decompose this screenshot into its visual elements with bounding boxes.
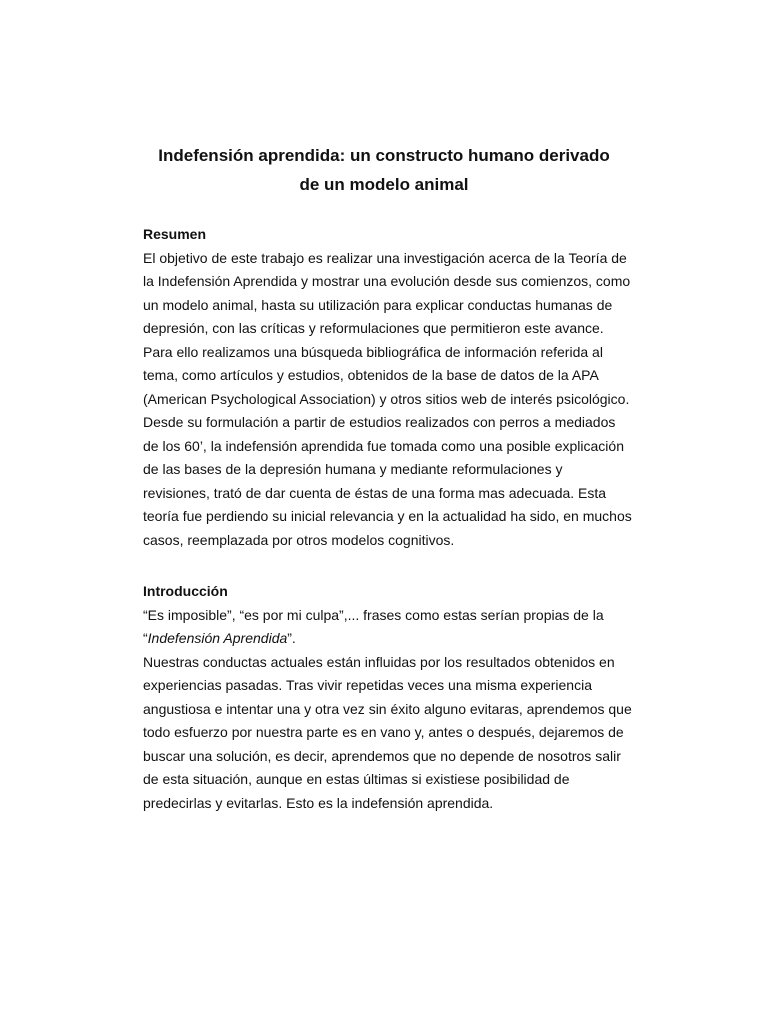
resumen-heading: Resumen xyxy=(143,226,207,242)
resumen-line: Desde su formulación a partir de estudios realizados con perros a mediados xyxy=(143,414,616,430)
intro-line: buscar una solución, es decir, aprendemos que no depende de nosotros salir xyxy=(143,747,621,764)
open-quote: “ xyxy=(143,630,148,646)
resumen-line: casos, reemplazada por otros modelos cognitivos. xyxy=(143,531,455,548)
intro-line: Nuestras conductas actuales están influidas por los resultados obtenidos en xyxy=(143,653,615,670)
resumen-line: revisiones, trató de dar cuenta de éstas de una forma mas adecuada. Esta xyxy=(143,484,607,501)
intro-quote-line: “Es imposible”, “es por mi culpa”,... frases como estas serían propias de la xyxy=(143,606,604,623)
close-quote: ”. xyxy=(287,630,296,646)
resumen-line: depresión, con las críticas y reformulaciones que permitieron este avance. xyxy=(143,320,604,336)
introduccion-heading: Introducción xyxy=(143,583,228,599)
italic-term: Indefensión Aprendida xyxy=(147,630,288,646)
document-title xyxy=(100,141,668,199)
intro-line: angustiosa e intentar una y otra vez sin éxito alguno evitaras, aprendemos que xyxy=(143,700,632,717)
resumen-line: tema, como artículos y estudios, obtenidos de la base de datos de la APA xyxy=(143,367,599,383)
resumen-line: El objetivo de este trabajo es realizar una investigación acerca de la Teoría de xyxy=(143,249,627,266)
resumen-line: (American Psychological Association) y otros sitios web de interés psicológico. xyxy=(143,390,630,407)
intro-line: experiencias pasadas. Tras vivir repetidas veces una misma experiencia xyxy=(143,677,592,693)
intro-line: de esta situación, aunque en estas últimas si existiese posibilidad de xyxy=(143,771,570,787)
resumen-line: de las bases de la depresión humana y mediante reformulaciones y xyxy=(143,461,563,477)
title-line-1: Indefensión aprendida: un constructo humano derivado xyxy=(158,146,610,165)
title-line-2: de un modelo animal xyxy=(299,175,469,194)
resumen-line: teoría fue perdiendo su inicial relevancia y en la actualidad ha sido, en muchos xyxy=(143,508,632,524)
intro-line: todo esfuerzo por nuestra parte es en vano y, antes o después, dejaremos de xyxy=(143,724,624,740)
resumen-line: de los 60’, la indefensión aprendida fue tomada como una posible explicación xyxy=(143,437,624,454)
resumen-line: Para ello realizamos una búsqueda bibliográfica de información referida al xyxy=(143,343,603,360)
resumen-line: un modelo animal, hasta su utilización para explicar conductas humanas de xyxy=(143,296,613,313)
intro-line: predecirlas y evitarlas. Esto es la indefensión aprendida. xyxy=(143,794,494,811)
introduccion-section xyxy=(143,580,638,815)
resumen-section xyxy=(143,223,638,552)
intro-italic-line xyxy=(143,627,638,651)
resumen-line: la Indefensión Aprendida y mostrar una evolución desde sus comienzos, como xyxy=(143,273,631,289)
